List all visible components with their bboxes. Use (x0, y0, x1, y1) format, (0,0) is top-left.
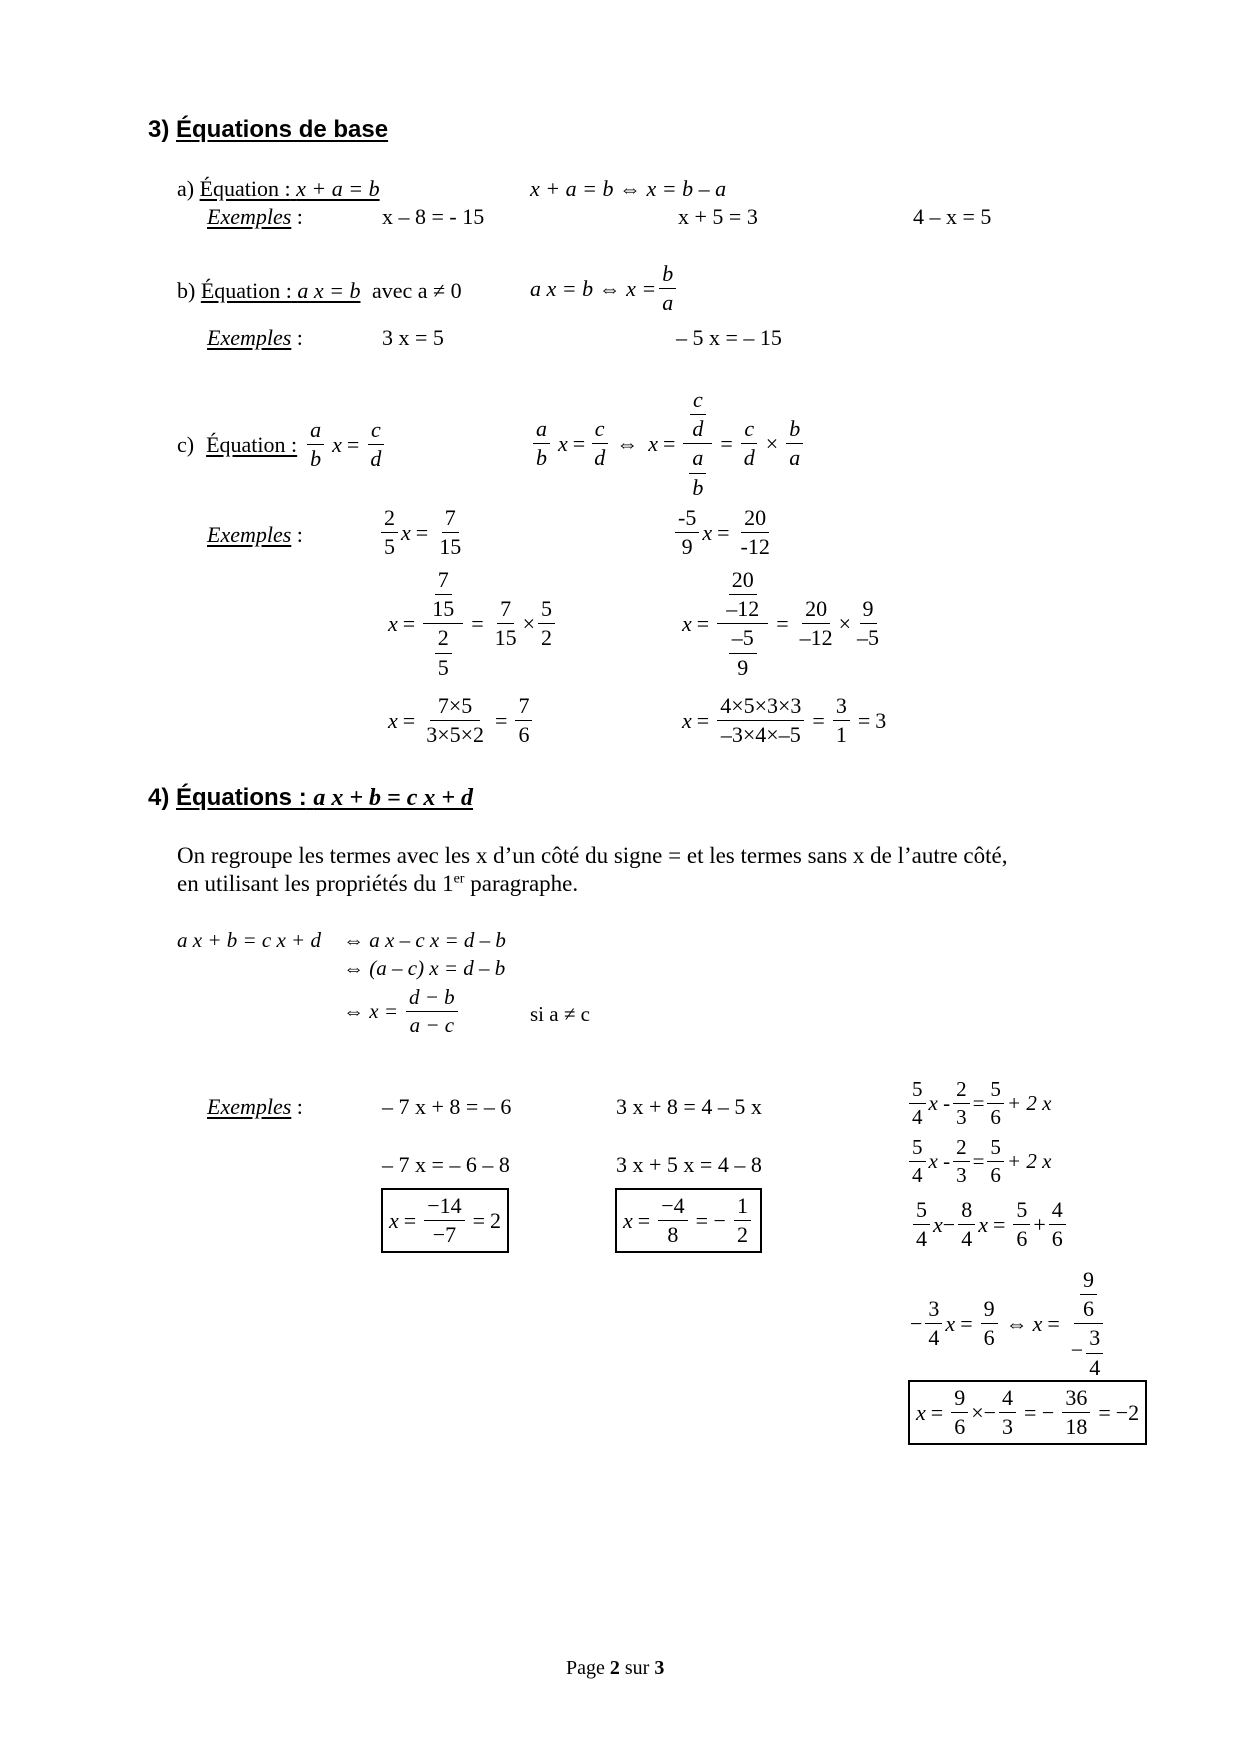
section-4-para-line1: On regroupe les termes avec les x d’un côté du signe = et les termes sans x de l’autre côté, (177, 843, 1008, 868)
eq-a-heading (177, 178, 380, 200)
eq-c-ex2-line2: x = $\frac{\frac{20}{-12}}{\frac{-5}{9}}$ = $\frac{20}{-12}$ × $\frac{9}{-5}$ (682, 567, 880, 680)
eq-c-ex2-line1: $\frac{-5}{9}$ x = $\frac{20}{-12}$ (672, 506, 776, 559)
eq-a-example-1: x – 8 = - 15 (382, 204, 485, 229)
eq-b-rule-fraction: $\frac{b}{a}$ (659, 262, 676, 315)
eq-b-example-1: 3 x = 5 (382, 325, 444, 350)
total-pages: 3 (654, 1657, 665, 1679)
deriv-step3: ⇔ x = $\frac{d - b}{a - c}$ (343, 986, 461, 1037)
eq-c-ex1-line2: x = $\frac{\frac{7}{15}}{\frac{2}{5}}$ = $\frac{7}{15}$ × $\frac{5}{2}$ (388, 568, 558, 680)
eq-c-heading: c) Équation : $\frac{a}{b}$ x = $\frac{c}{d}$ (177, 418, 387, 471)
eq-c-rule: $\frac{a}{b}$ x = $\frac{c}{d}$ ⇔ x = $\frac{\frac{c}{d}}{\frac{a}{b}}$ = $\frac{c}{d}$ × $\frac{b}{a}$ (530, 388, 806, 500)
s4-ex3-result-box: x = $\frac{9}{6}$ ×− $\frac{4}{3}$ = − $\frac{36}{18}$ = −2 (908, 1380, 1147, 1445)
s4-ex2-line2: 3 x + 5 x = 4 – 8 (616, 1152, 762, 1177)
section-4-number: 4) (148, 784, 170, 811)
eq-c-examples-label: Exemples : (207, 522, 303, 547)
s4-ex1-line1: – 7 x + 8 = – 6 (382, 1094, 512, 1119)
section-4-para-line2: en utilisant les propriétés du 1er paragraphe. (177, 871, 579, 896)
eq-b-condition: avec a ≠ 0 (372, 278, 462, 303)
eq-c-ex1-line3: x = $\frac{7\times 5}{3\times 5\times 2}$ = $\frac{7}{6}$ (388, 694, 535, 747)
section-3-title: Équations de base (176, 116, 389, 143)
section-3-heading (148, 118, 388, 142)
eq-b-heading (177, 280, 462, 302)
eq-b-label: Équation : a x = b (200, 278, 361, 303)
eq-b-rule: a x = b ⇔ x = $\frac{b}{a}$ (530, 262, 679, 315)
section-3-number: 3) (148, 116, 170, 143)
eq-c-frac-ab: $\frac{a}{b}$ (307, 418, 324, 471)
eq-a-rule: x + a = b ⇔ x = b – a (530, 176, 727, 201)
eq-b-example-2: – 5 x = – 15 (676, 325, 782, 350)
s4-ex1-line2: – 7 x = – 6 – 8 (382, 1152, 510, 1177)
eq-c-ex2-line3: x = $\frac{4\times 5\times 3\times 3}{-3\times 4\times-5}$ = $\frac{3}{1}$ = 3 (682, 693, 887, 748)
s4-ex1-result-box: x = $\frac{-14}{-7}$ = 2 (381, 1188, 509, 1253)
section-4-heading (148, 786, 473, 810)
deriv-condition: si a ≠ c (530, 1002, 590, 1026)
section-4-title: Équations : a x + b = c x + d (176, 784, 474, 811)
eq-c-marker: c) (177, 431, 195, 457)
s4-ex3-line1: $\frac{5}{4}$ x - $\frac{2}{3}$ = $\frac{5}{6}$ + 2 x (906, 1078, 1051, 1129)
eq-a-examples-label: Exemples : (207, 204, 303, 229)
eq-b-marker: b) (177, 278, 196, 303)
eq-c-compound-fraction: $\frac{\frac{c}{d}}{\frac{a}{b}}$ (683, 388, 712, 500)
eq-a-marker: a) (177, 176, 195, 201)
s4-ex2-result-box: x = $\frac{-4}{8}$ = − $\frac{1}{2}$ (615, 1188, 762, 1253)
eq-b-examples-label: Exemples : (207, 325, 303, 350)
current-page-number: 2 (609, 1657, 620, 1679)
eq-a-label: Équation : x + a = b (199, 176, 380, 201)
s4-ex3-line4: − $\frac{3}{4}$ x = $\frac{9}{6}$ ⇔ x = $\frac{9}{6}$ − $\frac{3}{4}$ (910, 1268, 1112, 1380)
page-footer: Page 2 sur 3 (566, 1657, 665, 1679)
deriv-lhs: a x + b = c x + d (177, 928, 321, 952)
eq-c-frac-cd: $\frac{c}{d}$ (367, 418, 384, 471)
deriv-step2: ⇔ (a – c) x = d – b (343, 956, 506, 980)
eq-a-example-2: x + 5 = 3 (678, 204, 758, 229)
deriv-step1: ⇔ a x – c x = d – b (343, 928, 506, 952)
eq-a-example-3: 4 – x = 5 (913, 204, 992, 229)
s4-ex3-line2: $\frac{5}{4}$ x - $\frac{2}{3}$ = $\frac{5}{6}$ + 2 x (906, 1136, 1051, 1187)
section-4-examples-label: Exemples : (207, 1094, 303, 1119)
eq-c-ex1-line1: $\frac{2}{5}$ x = $\frac{7}{15}$ (378, 506, 467, 559)
s4-ex3-line3: $\frac{5}{4}$ x − $\frac{8}{4}$ x = $\frac{5}{6}$ + $\frac{4}{6}$ (910, 1198, 1069, 1251)
s4-ex2-line1: 3 x + 8 = 4 – 5 x (616, 1094, 762, 1119)
eq-c-label: Équation : (206, 431, 298, 457)
